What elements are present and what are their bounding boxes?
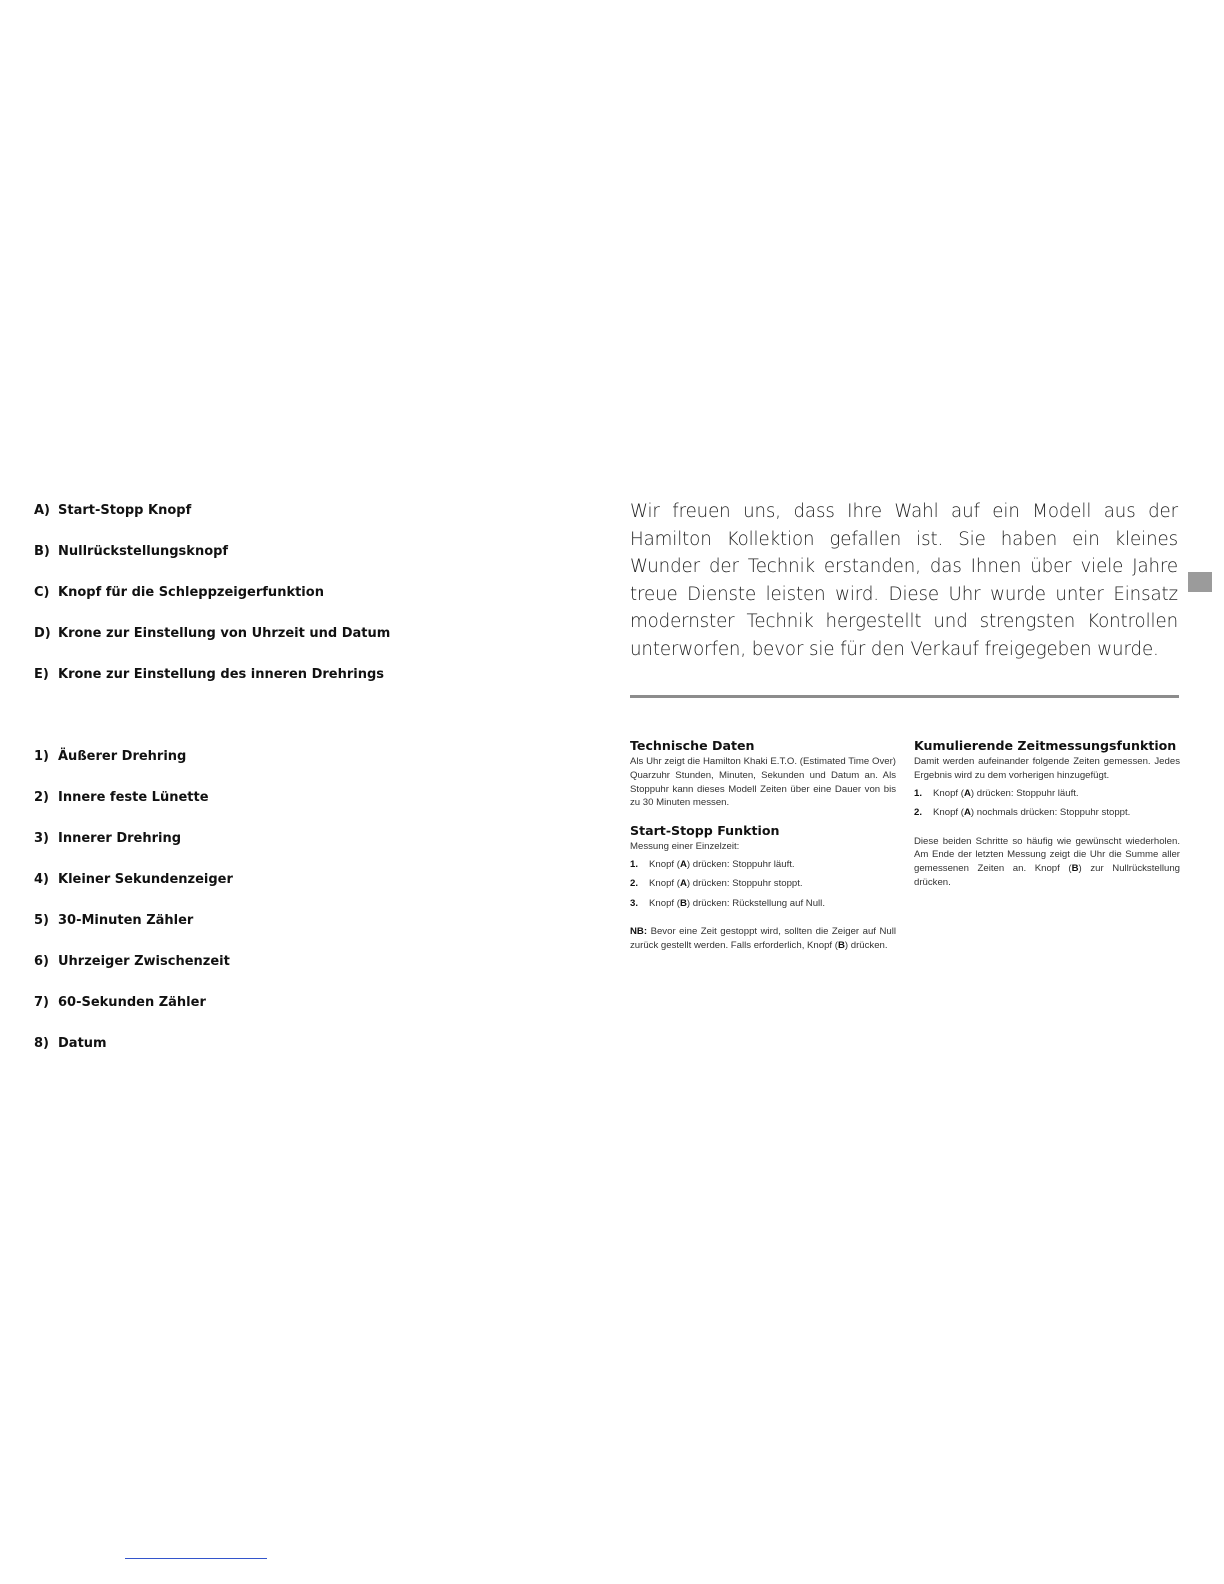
legend-key: 1) <box>34 749 49 764</box>
technische-daten-text: Als Uhr zeigt die Hamilton Khaki E.T.O. (Estimated Time Over) Quarzuhr Stunden, Minuten, Sekunden und Datum an. Als Stoppuhr kann dieses Modell Zeiten über eine Dauer von bis zu 30 Minuten messen. <box>630 756 896 809</box>
button-ref: B <box>679 897 687 909</box>
legend-key: A) <box>34 503 51 518</box>
legend-key: 8) <box>34 1036 49 1051</box>
legend-label: Start-Stopp Knopf <box>58 503 192 518</box>
legend-label: Datum <box>58 1036 107 1051</box>
legend-label: Kleiner Sekundenzeiger <box>58 872 233 887</box>
button-ref: B <box>837 940 845 952</box>
legend-label: Uhrzeiger Zwischenzeit <box>58 954 230 969</box>
legend-letters <box>34 503 594 708</box>
step-text: Knopf (A) drücken: Stoppuhr läuft. <box>649 858 795 870</box>
step-item <box>914 787 1180 807</box>
step-item <box>914 806 1180 826</box>
legend-key: 5) <box>34 913 49 928</box>
legend-key: B) <box>34 544 50 559</box>
kumulierende-intro: Damit werden aufeinander folgende Zeiten gemessen. Jedes Ergebnis wird zu dem vorherigen hinzugefügt. <box>914 756 1180 781</box>
legend-item <box>34 544 594 585</box>
step-number: 2. <box>914 807 923 819</box>
step-text: Knopf (A) nochmals drücken: Stoppuhr stoppt. <box>933 807 1131 819</box>
step-number: 3. <box>630 897 639 909</box>
legend-key: 3) <box>34 831 49 846</box>
legend-key: 4) <box>34 872 49 887</box>
legend-key: E) <box>34 667 49 682</box>
step-text: Knopf (B) drücken: Rückstellung auf Null. <box>649 897 825 909</box>
legend-label: Äußerer Drehring <box>58 749 187 764</box>
legend-label: Krone zur Einstellung von Uhrzeit und Datum <box>58 626 391 641</box>
legend-item <box>34 831 594 872</box>
legend-item <box>34 585 594 626</box>
step-text: Knopf (A) drücken: Stoppuhr läuft. <box>933 787 1079 799</box>
legend-label: Knopf für die Schleppzeigerfunktion <box>58 585 324 600</box>
step-item <box>630 858 896 878</box>
section-title-kumulierende: Kumulierende Zeitmessungsfunktion <box>914 738 1177 753</box>
button-ref: A <box>679 878 687 890</box>
step-number: 1. <box>914 787 923 799</box>
page-tab-marker <box>1188 572 1212 592</box>
legend-item <box>34 995 594 1036</box>
step-number: 2. <box>630 878 639 890</box>
legend-key: D) <box>34 626 51 641</box>
legend-item <box>34 626 594 667</box>
legend-item <box>34 749 594 790</box>
legend-label: 60-Sekunden Zähler <box>58 995 206 1010</box>
button-ref: A <box>679 858 687 870</box>
legend-item <box>34 667 594 708</box>
kumulierende-steps <box>914 787 1180 826</box>
column-right <box>914 737 1180 890</box>
step-item <box>630 897 896 917</box>
note-label: NB: <box>630 926 648 938</box>
column-left <box>630 737 896 953</box>
section-title-technische-daten: Technische Daten <box>630 738 755 753</box>
legend-label: Krone zur Einstellung des inneren Drehrings <box>58 667 385 682</box>
legend-key: 2) <box>34 790 49 805</box>
start-stopp-intro: Messung einer Einzelzeit: <box>630 841 740 853</box>
step-number: 1. <box>630 858 639 870</box>
legend-label: Innerer Drehring <box>58 831 182 846</box>
section-divider <box>630 695 1179 698</box>
legend-item <box>34 954 594 995</box>
step-text: Knopf (A) drücken: Stoppuhr stoppt. <box>649 878 803 890</box>
legend-key: 6) <box>34 954 49 969</box>
intro-paragraph: Wir freuen uns, dass Ihre Wahl auf ein Modell aus der Hamilton Kollektion gefallen ist. Sie haben ein kleines Wunder der Technik erstanden, das Ihnen über viele Jahre treue Dienste leisten wird. Diese Uhr wurde unter Einsatz modernster Technik hergestellt und strengsten Kontrollen unterworfen, bevor sie für den Verkauf freigegeben wurde. <box>630 501 1178 660</box>
start-stopp-steps <box>630 858 896 917</box>
button-ref: B <box>1071 863 1079 875</box>
legend-item <box>34 913 594 954</box>
legend-item <box>34 872 594 913</box>
legend-label: Nullrückstellungsknopf <box>58 544 229 559</box>
legend-label: 30-Minuten Zähler <box>58 913 194 928</box>
footer-link-underline <box>125 1558 267 1559</box>
step-item <box>630 877 896 897</box>
legend-item <box>34 790 594 831</box>
legend-key: 7) <box>34 995 49 1010</box>
legend-label: Innere feste Lünette <box>58 790 209 805</box>
note-text: NB: Bevor eine Zeit gestoppt wird, sollten die Zeiger auf Null zurück gestellt werden. Falls erforderlich, Knopf (B) drücken. <box>630 926 896 952</box>
kumulierende-outro: Diese beiden Schritte so häufig wie gewünscht wiederholen. Am Ende der letzten Messung zeigt die Uhr die Summe aller gemessenen Zeiten an. Knopf (B) zur Nullrückstellung drücken. <box>914 835 1180 888</box>
legend-numbers <box>34 749 594 1077</box>
section-title-start-stopp: Start-Stopp Funktion <box>630 823 780 839</box>
legend-item <box>34 503 594 544</box>
legend-item <box>34 1036 594 1077</box>
legend-key: C) <box>34 585 50 600</box>
button-ref: A <box>963 807 971 819</box>
button-ref: A <box>963 787 971 799</box>
